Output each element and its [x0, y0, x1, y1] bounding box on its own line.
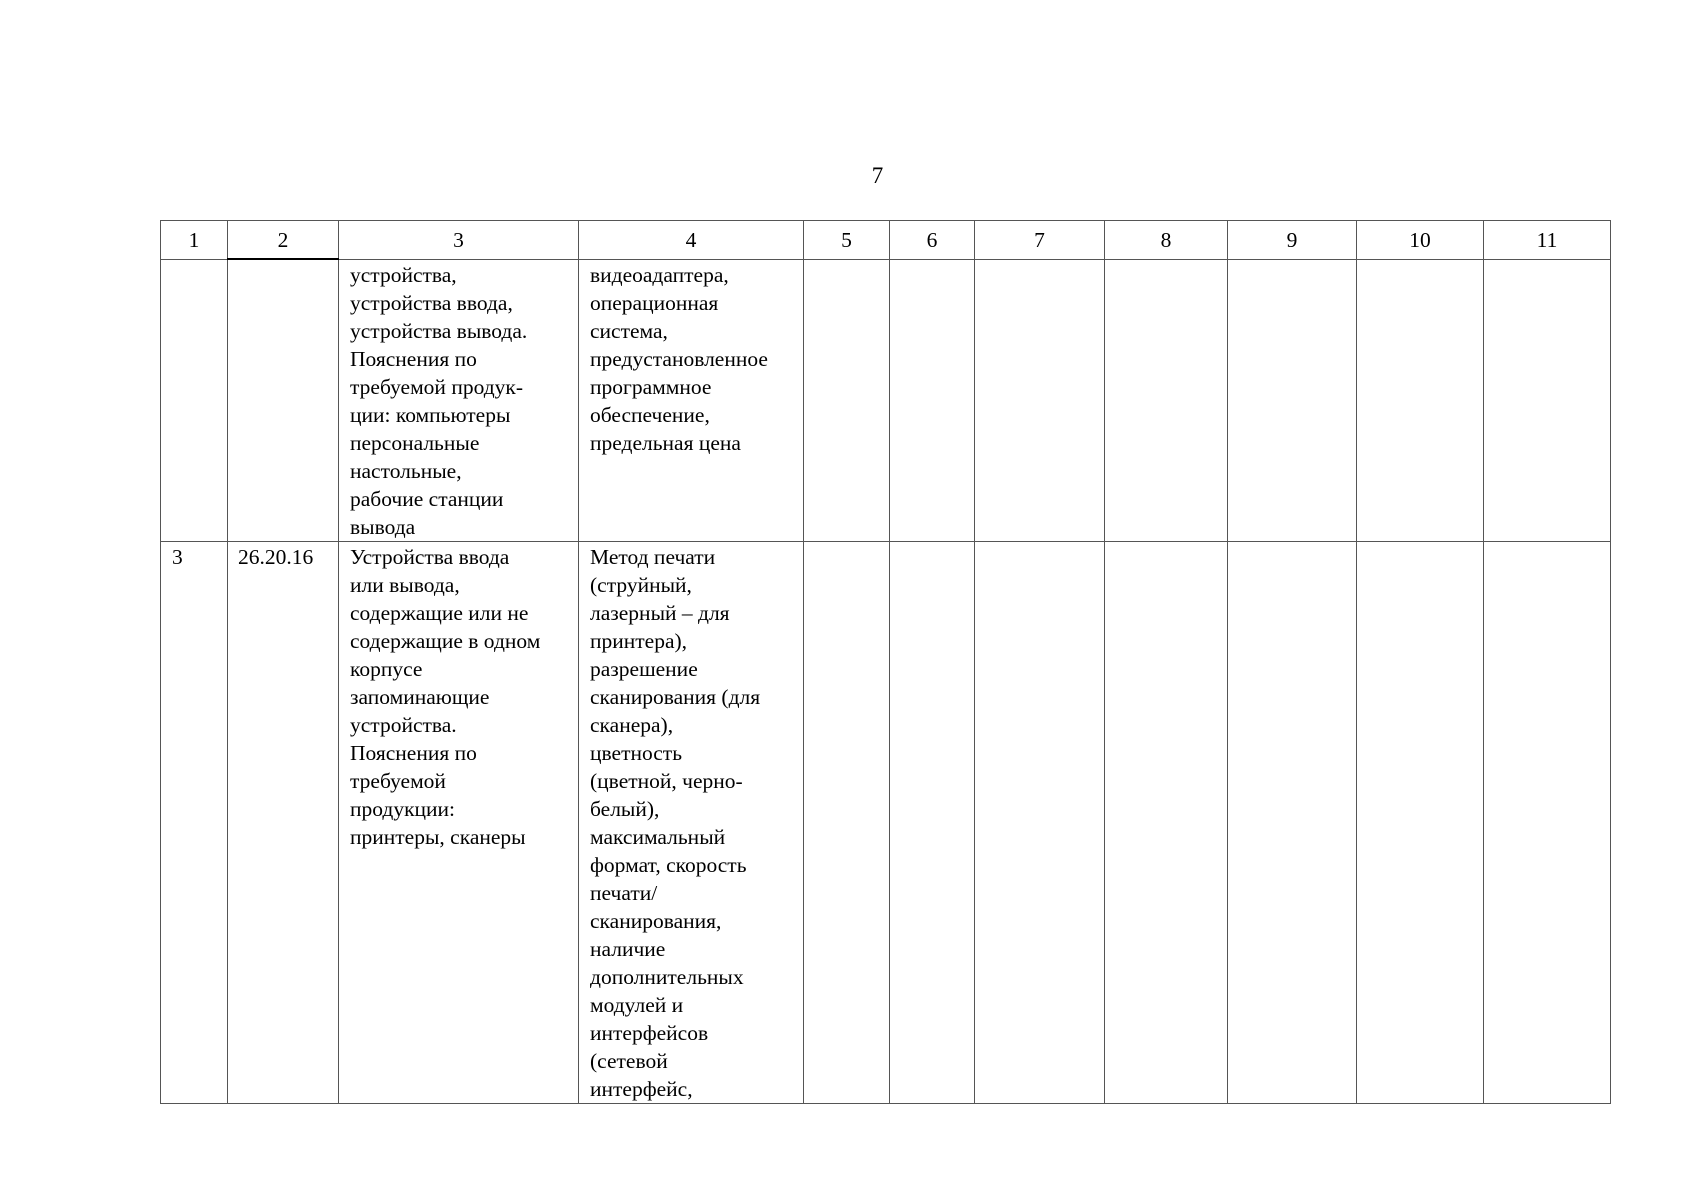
code-cell: [228, 259, 339, 542]
column-header-1: 1: [161, 221, 228, 260]
column-11-cell: [1484, 542, 1611, 1104]
column-10-cell: [1357, 542, 1484, 1104]
column-header-6: 6: [890, 221, 975, 260]
requirements-table: [160, 220, 1611, 1104]
characteristics-cell: Метод печати (струйный, лазерный – для принтера), разрешение сканирования (для сканера), цветность (цветной, черно- белый), максимальный формат, скорость печати/ сканирования, наличие дополнительных модулей и интерфейсов (сетевой интерфейс,: [579, 542, 804, 1104]
column-6-cell: [890, 542, 975, 1104]
table-row: [161, 542, 1611, 1104]
column-8-cell: [1105, 542, 1228, 1104]
page-number: 7: [871, 163, 884, 188]
product-name-cell: Устройства ввода или вывода, содержащие или не содержащие в одном корпусе запоминающие устройства. Пояснения по требуемой продукции: принтеры, сканеры: [339, 542, 579, 1104]
product-name-cell: устройства, устройства ввода, устройства вывода. Пояснения по требуемой продук- ции: компьютеры персональные настольные, рабочие станции вывода: [339, 259, 579, 542]
column-7-cell: [975, 259, 1105, 542]
characteristics-cell: видеоадаптера, операционная система, предустановленное программное обеспечение, предельная цена: [579, 259, 804, 542]
column-8-cell: [1105, 259, 1228, 542]
column-5-cell: [804, 542, 890, 1104]
column-header-4: 4: [579, 221, 804, 260]
row-number-cell: 3: [161, 542, 228, 1104]
column-header-3: 3: [339, 221, 579, 260]
column-header-10: 10: [1357, 221, 1484, 260]
column-6-cell: [890, 259, 975, 542]
table-row: [161, 259, 1611, 542]
column-9-cell: [1228, 542, 1357, 1104]
column-7-cell: [975, 542, 1105, 1104]
table-header-row: [161, 221, 1611, 260]
column-header-2: 2: [228, 221, 339, 260]
column-header-11: 11: [1484, 221, 1611, 260]
column-10-cell: [1357, 259, 1484, 542]
column-11-cell: [1484, 259, 1611, 542]
column-header-5: 5: [804, 221, 890, 260]
column-header-8: 8: [1105, 221, 1228, 260]
row-number-cell: [161, 259, 228, 542]
column-5-cell: [804, 259, 890, 542]
column-header-7: 7: [975, 221, 1105, 260]
column-header-9: 9: [1228, 221, 1357, 260]
code-cell: 26.20.16: [228, 542, 339, 1104]
column-9-cell: [1228, 259, 1357, 542]
